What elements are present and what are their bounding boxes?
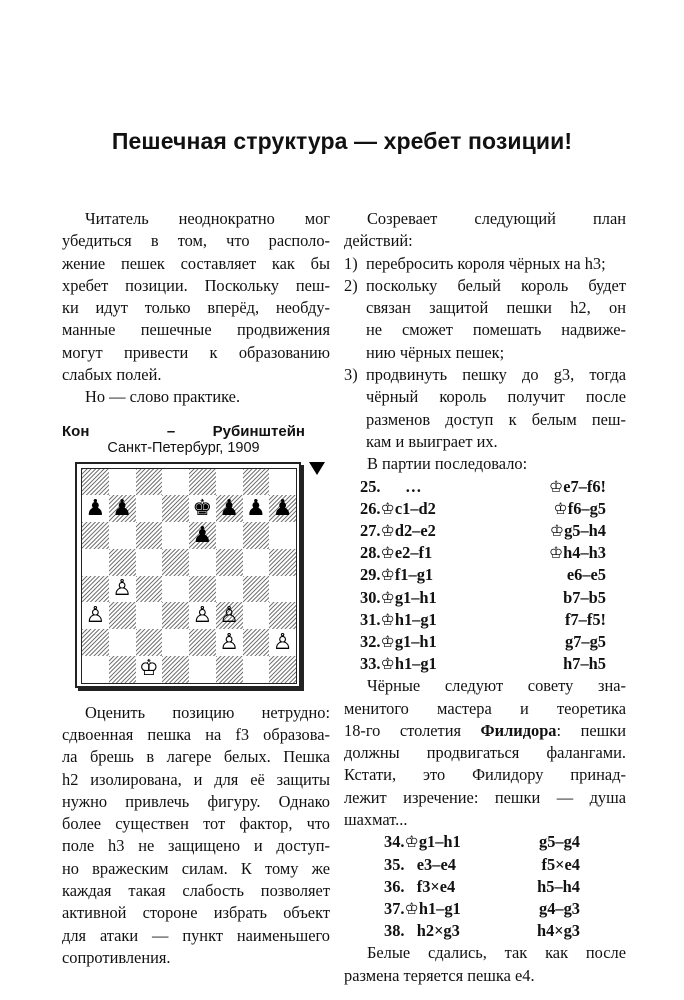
move-row	[344, 653, 626, 675]
text-line: могут привести к образованию	[62, 342, 330, 362]
game-event: Санкт-Петербург, 1909	[107, 439, 260, 456]
text-segment: Кстати, это Филидору принад-	[344, 765, 626, 785]
plan-item-line	[344, 386, 626, 408]
move-number: 28.	[360, 543, 381, 563]
text-line: размена теряется пешка e4.	[344, 965, 535, 985]
king-icon: ♔	[548, 476, 564, 496]
square-f8	[216, 469, 243, 496]
text-line: поле h3 не защищено и доступ-	[62, 836, 330, 856]
move-number: 31.	[360, 609, 381, 629]
text-line	[344, 675, 626, 697]
pawn-icon: ♟	[272, 495, 293, 521]
move-text: g7–g5	[565, 631, 606, 651]
black-move	[565, 609, 606, 631]
move-row	[344, 898, 626, 920]
pawn-icon: ♙	[219, 629, 239, 655]
move-row	[344, 520, 626, 542]
black-move	[567, 564, 606, 586]
king-icon: ♔	[404, 832, 419, 852]
move-text: 36. f3×e4	[384, 876, 456, 896]
plan-item-number: 1)	[344, 253, 358, 273]
move-text: h1–g1	[418, 898, 461, 918]
white-move	[384, 831, 461, 853]
text-line: действий:	[344, 231, 413, 251]
text-line: но вражеским силам. К тому же	[62, 858, 330, 878]
black-move	[563, 653, 606, 675]
text-line: ки идут только вперёд, необду-	[62, 298, 330, 318]
square-h8	[269, 469, 296, 496]
move-text: f6–g5	[567, 498, 606, 518]
king-icon: ♔	[380, 654, 395, 674]
move-text: g5–h4	[564, 520, 606, 540]
moves-list-2	[344, 831, 626, 942]
square-f6	[216, 522, 243, 549]
text-line: Читатель неоднократно мог	[85, 209, 330, 228]
text-line: хребет позиции. Поскольку пеш-	[62, 275, 330, 295]
move-text: h4–h3	[563, 543, 606, 563]
square-e1	[189, 656, 216, 683]
move-text: c1–d2	[394, 498, 436, 518]
plan-item-line	[344, 409, 626, 431]
text-line	[344, 742, 626, 764]
move-text: f1–g1	[394, 565, 434, 585]
king-icon: ♔	[380, 520, 395, 540]
move-number: 26.	[360, 498, 381, 518]
move-text: 35. e3–e4	[384, 854, 456, 874]
king-icon: ♔	[380, 587, 395, 607]
square-c5	[136, 549, 163, 576]
white-move	[360, 653, 437, 675]
text-line: убедиться в том, что располо-	[62, 231, 330, 251]
move-row	[344, 876, 626, 898]
move-number: 37.	[384, 898, 405, 918]
move-text: g5–g4	[539, 832, 580, 852]
white-move	[360, 498, 436, 520]
king-icon: ♔	[553, 498, 568, 518]
move-text: g4–g3	[539, 898, 580, 918]
move-text: e7–f6!	[563, 476, 606, 496]
board-frame	[75, 462, 301, 688]
square-c2	[136, 629, 163, 656]
square-e8	[189, 469, 216, 496]
plan-item-line	[344, 342, 626, 364]
king-icon: ♔	[380, 498, 395, 518]
text-line: нужно привлечь фигуру. Однако	[62, 791, 330, 811]
square-e3	[189, 602, 216, 629]
move-text: e2–f1	[394, 543, 433, 563]
text-segment: 18-го столетия	[344, 720, 481, 740]
move-row	[344, 476, 626, 498]
black-move	[565, 631, 606, 653]
practice-line: Но — слово практике.	[85, 387, 241, 407]
square-e4	[189, 576, 216, 603]
plan-item-text: кам и выиграет их.	[366, 431, 498, 451]
move-text: g1–h1	[394, 587, 437, 607]
text-segment: : пешки	[556, 720, 626, 740]
plan-item-number: 3)	[344, 365, 358, 385]
square-d6	[162, 522, 189, 549]
text-segment: должны продвигаться фалангами.	[344, 743, 626, 763]
text-line: слабых полей.	[62, 365, 162, 385]
plan-item-line	[344, 431, 626, 453]
move-number: 33.	[360, 654, 381, 674]
square-a1	[82, 656, 109, 683]
page-title: Пешечная структура — хребет позиции!	[111, 128, 573, 154]
plan-item-text: связан защитой пешки h2, он	[366, 298, 626, 318]
text-line: Белые сдались, так как после	[367, 943, 626, 963]
plan-item-text: чёрный король получит после	[366, 387, 626, 407]
move-number: 30.	[360, 587, 381, 607]
move-row	[344, 564, 626, 586]
plan-item-line	[344, 297, 626, 319]
king-icon: ♔	[548, 543, 564, 563]
square-h5	[269, 549, 296, 576]
king-icon: ♔	[380, 609, 395, 629]
square-g2	[243, 629, 270, 656]
move-text: h4×g3	[536, 921, 580, 941]
square-c3	[136, 602, 163, 629]
king-icon: ♔	[139, 656, 159, 682]
move-row	[344, 542, 626, 564]
square-e5	[189, 549, 216, 576]
text-line: Созревает следующий план	[367, 209, 626, 228]
pawn-icon: ♟	[85, 495, 106, 521]
white-move	[360, 542, 432, 564]
square-h7	[269, 495, 296, 522]
text-line: ла брешь в лагере белых. Пешка	[62, 747, 330, 767]
players-dash: –	[166, 422, 176, 440]
square-g4	[243, 576, 270, 603]
square-b4	[109, 576, 136, 603]
white-move	[384, 920, 460, 942]
square-f1	[216, 656, 243, 683]
result-paragraph	[344, 942, 626, 987]
black-move	[542, 854, 580, 876]
pawn-icon: ♟	[112, 495, 132, 521]
black-move	[539, 831, 580, 853]
move-row	[344, 631, 626, 653]
move-number: 29.	[360, 565, 381, 585]
text-line	[344, 764, 626, 786]
pawn-icon: ♙	[192, 602, 213, 628]
square-b8	[109, 469, 136, 496]
pawn-icon: ♙	[112, 576, 132, 602]
philidor-paragraph	[344, 675, 626, 831]
move-text: d2–e2	[394, 520, 436, 540]
move-text: b7–b5	[563, 587, 606, 607]
plan-item-line	[344, 253, 626, 275]
white-move	[384, 854, 456, 876]
plan-item-line	[344, 364, 626, 386]
square-f5	[216, 549, 243, 576]
square-c6	[136, 522, 163, 549]
black-move	[549, 542, 606, 564]
square-d1	[162, 656, 189, 683]
left-column	[62, 208, 330, 969]
plan-item-number: 2)	[344, 275, 358, 295]
square-g7	[243, 495, 270, 522]
moves-list-1	[344, 476, 626, 676]
pawn-icon: ♟	[246, 495, 266, 521]
move-text: h7–h5	[563, 654, 606, 674]
black-move	[563, 587, 606, 609]
square-b1	[109, 656, 136, 683]
move-number: 32.	[360, 631, 381, 651]
white-move	[384, 898, 461, 920]
move-row	[344, 609, 626, 631]
black-move	[539, 898, 580, 920]
black-move	[549, 476, 606, 498]
square-d7	[162, 495, 189, 522]
move-text: h5–h4	[537, 876, 580, 896]
square-b7	[109, 495, 136, 522]
right-column	[344, 208, 626, 987]
plan-item-text: нию чёрных пешек;	[366, 342, 505, 362]
chess-board	[81, 468, 297, 684]
square-e7	[189, 495, 216, 522]
text-line: жение пешек составляет как бы	[62, 253, 330, 273]
square-h2	[269, 629, 296, 656]
text-line	[344, 787, 626, 809]
black-to-move-icon	[309, 462, 325, 475]
black-move	[537, 920, 580, 942]
square-a7	[82, 495, 109, 522]
plan-item-text: перебросить короля чёрных на h3;	[366, 253, 606, 273]
text-line	[344, 698, 626, 720]
move-text: f7–f5!	[565, 609, 606, 629]
square-f2	[216, 629, 243, 656]
king-icon: ♔	[404, 898, 419, 918]
text-segment: Чёрные следуют совету зна-	[367, 676, 626, 696]
pawn-icon: ♟	[219, 495, 239, 521]
move-row	[344, 854, 626, 876]
text-line: h2 изолирована, и для её защиты	[62, 769, 330, 789]
square-h1	[269, 656, 296, 683]
text-line: активной стороне избрать объект	[62, 903, 330, 923]
square-a4	[82, 576, 109, 603]
square-g6	[243, 522, 270, 549]
white-move	[360, 587, 437, 609]
square-a8	[82, 469, 109, 496]
square-f7	[216, 495, 243, 522]
square-c1	[136, 656, 163, 683]
square-c4	[136, 576, 163, 603]
king-icon: ♔	[549, 520, 565, 540]
plan-item-line	[344, 319, 626, 341]
square-d4	[162, 576, 189, 603]
game-players	[62, 423, 305, 440]
black-move	[553, 498, 606, 520]
text-segment: шахмат...	[344, 810, 408, 830]
move-row	[344, 587, 626, 609]
pawn-icon: ♙	[85, 602, 106, 628]
square-b3	[109, 602, 136, 629]
move-number: 27.	[360, 520, 381, 540]
king-icon: ♔	[380, 543, 395, 563]
text-line	[344, 720, 626, 742]
square-f4	[216, 576, 243, 603]
black-move	[550, 520, 606, 542]
text-line: сопротивления.	[62, 947, 171, 967]
text-line	[344, 809, 626, 831]
black-move	[537, 876, 580, 898]
move-text: f5×e4	[541, 854, 580, 874]
square-f3	[216, 602, 243, 629]
plan-item-text: разменов доступ к белым пеш-	[366, 409, 626, 429]
square-a3	[82, 602, 109, 629]
philidor-name: Филидора	[480, 720, 557, 740]
move-text: g1–h1	[394, 631, 437, 651]
square-h3	[269, 602, 296, 629]
text-line: каждая такая слабость позволяет	[62, 881, 330, 901]
plan-item-text: не сможет помешать надвиже-	[366, 320, 626, 340]
king-icon: ♚	[192, 495, 213, 521]
white-move	[360, 631, 437, 653]
square-g8	[243, 469, 270, 496]
move-text: 38. h2×g3	[384, 921, 460, 941]
text-segment: менитого мастера и теоретика	[344, 698, 626, 718]
square-d5	[162, 549, 189, 576]
square-a6	[82, 522, 109, 549]
king-icon: ♔	[380, 631, 395, 651]
square-d3	[162, 602, 189, 629]
square-c7	[136, 495, 163, 522]
pawn-icon: ♟	[192, 522, 213, 548]
text-segment: лежит изречение: пешки — душа	[344, 787, 626, 807]
square-d8	[162, 469, 189, 496]
move-text: h1–g1	[394, 609, 437, 629]
king-icon: ♔	[380, 565, 395, 585]
move-text: 25. …	[360, 476, 422, 496]
text-line: более существен тот фактор, что	[62, 814, 330, 834]
move-row	[344, 831, 626, 853]
square-a5	[82, 549, 109, 576]
white-move	[360, 520, 436, 542]
square-a2	[82, 629, 109, 656]
black-player: Рубинштейн	[212, 422, 305, 440]
plan-item-text: поскольку белый король будет	[366, 275, 626, 295]
text-line: для атаки — пункт наименьшего	[62, 925, 330, 945]
square-b5	[109, 549, 136, 576]
move-text: e6–e5	[566, 565, 606, 585]
move-number: 34.	[384, 832, 405, 852]
white-move	[360, 609, 437, 631]
chess-diagram	[75, 462, 307, 694]
text-line: манные пешечные продвижения	[62, 320, 330, 340]
square-h4	[269, 576, 296, 603]
text-line: сдвоенная пешка на f3 образова-	[62, 724, 330, 744]
plan-list	[344, 253, 626, 454]
square-h6	[269, 522, 296, 549]
text-line: Оценить позицию нетрудно:	[85, 702, 330, 722]
intro-paragraph	[62, 208, 330, 386]
white-player: Кон	[62, 422, 90, 440]
square-g1	[243, 656, 270, 683]
move-row	[344, 920, 626, 942]
move-text: h1–g1	[394, 654, 437, 674]
plan-item-text: продвинуть пешку до g3, тогда	[366, 365, 626, 385]
white-move	[384, 876, 455, 898]
move-row	[344, 498, 626, 520]
square-c8	[136, 469, 163, 496]
square-g3	[243, 602, 270, 629]
move-text: g1–h1	[418, 832, 461, 852]
pawn-icon: ♙	[272, 629, 293, 655]
square-b6	[109, 522, 136, 549]
white-move	[360, 476, 421, 498]
moves-intro: В партии последовало:	[367, 454, 528, 474]
plan-item-line	[344, 275, 626, 297]
square-e2	[189, 629, 216, 656]
evaluation-paragraph	[62, 702, 330, 970]
plan-intro	[344, 208, 626, 253]
square-d2	[162, 629, 189, 656]
square-g5	[243, 549, 270, 576]
pawn-icon: ♙	[219, 602, 239, 628]
square-e6	[189, 522, 216, 549]
white-move	[360, 564, 433, 586]
square-b2	[109, 629, 136, 656]
